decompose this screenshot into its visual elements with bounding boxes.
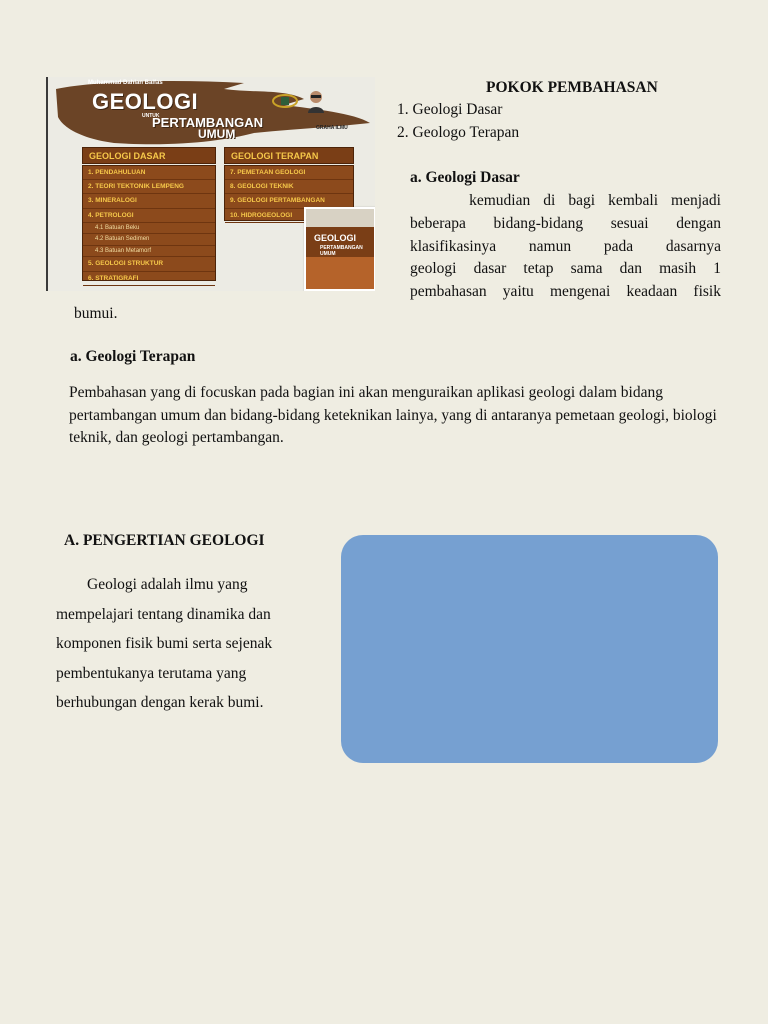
list-item: 9. GEOLOGI PERTAMBANGAN xyxy=(225,194,353,208)
publisher-name: GRAHA ILMU xyxy=(316,125,348,131)
pokok-pembahasan-title: POKOK PEMBAHASAN xyxy=(486,79,658,96)
geologi-dasar-paragraph xyxy=(410,190,721,304)
book-title-connector: UNTUK xyxy=(142,113,160,119)
book-cover-band xyxy=(306,209,374,227)
author-name: Muhammad Dahlan Balfas xyxy=(88,80,163,86)
book-subtitle-line1: PERTAMBANGAN xyxy=(152,115,263,130)
book-infographic-image xyxy=(46,77,375,291)
paragraph-line: klasifikasinya namun pada dasarnya xyxy=(410,237,721,255)
paragraph-line: beberapa bidang-bidang sesuai dengan xyxy=(410,214,721,232)
paragraph-line: berhubungan dengan kerak bumi. xyxy=(56,694,264,711)
column-header-geologi-dasar: GEOLOGI DASAR xyxy=(82,147,216,164)
list-item: 1. PENDAHULUAN xyxy=(83,166,215,180)
geologi-dasar-heading: a. Geologi Dasar xyxy=(410,169,520,186)
blue-rounded-box xyxy=(341,535,718,763)
list-item: 2. TEORI TEKTONIK LEMPENG xyxy=(83,180,215,194)
paragraph-line: pembentukanya terutama yang xyxy=(56,664,247,682)
geologi-dasar-paragraph-end: bumui. xyxy=(74,305,118,322)
book-subtitle-line2: UMUM xyxy=(198,127,236,141)
pengertian-geologi-paragraph xyxy=(56,576,326,724)
paragraph-line: mempelajari tentang dinamika dan xyxy=(56,605,271,623)
paragraph-line: kemudian di bagi kembali menjadi xyxy=(430,192,721,209)
pengertian-geologi-heading: A. PENGERTIAN GEOLOGI xyxy=(64,532,265,549)
paragraph-line: pembahasan yaitu mengenai keadaan fisik xyxy=(410,283,721,301)
column-header-geologi-terapan: GEOLOGI TERAPAN xyxy=(224,147,354,164)
geologi-terapan-heading: a. Geologi Terapan xyxy=(70,348,196,365)
paragraph-line: komponen fisik bumi serta sejenak xyxy=(56,635,273,652)
geologi-terapan-paragraph: Pembahasan yang di focuskan pada bagian ini akan menguraikan aplikasi geologi dalam bidang pertambangan umum dan bidang-bidang keteknikan lainya, yang di antaranya pemetaan geologi, biologi teknik, dan geologi pertambangan. xyxy=(69,384,717,446)
author-photo-icon xyxy=(306,89,326,113)
list-subitem: 4.1 Batuan Beku xyxy=(83,223,215,235)
paragraph-line: geologi dasar tetap sama dan masih 1 xyxy=(410,260,721,278)
publisher-logo-icon xyxy=(270,91,300,111)
book-title: GEOLOGI xyxy=(92,89,199,114)
book-cover-rock-image xyxy=(306,257,374,289)
list-item: 8. GEOLOGI TEKNIK xyxy=(225,180,353,194)
book-cover-subtitle: PERTAMBANGAN UMUM xyxy=(320,245,363,257)
geologi-dasar-list xyxy=(82,165,216,281)
list-subitem: 4.2 Batuan Sedimen xyxy=(83,234,215,246)
pokok-item-2: 2. Geologo Terapan xyxy=(397,124,520,141)
list-item: 3. MINERALOGI xyxy=(83,194,215,208)
pokok-item-1: 1. Geologi Dasar xyxy=(397,101,503,118)
paragraph-line: Geologi adalah ilmu yang xyxy=(56,576,248,593)
list-item: 10. HIDROGEOLOGI xyxy=(225,209,353,223)
list-item: 5. GEOLOGI STRUKTUR xyxy=(83,257,215,271)
list-subitem: 4.3 Batuan Metamorf xyxy=(83,246,215,258)
list-item: 6. STRATIGRAFI xyxy=(83,272,215,286)
list-item: 7. PEMETAAN GEOLOGI xyxy=(225,166,353,180)
book-cover-title: GEOLOGI xyxy=(314,233,357,243)
list-item: 4. PETROLOGI xyxy=(83,209,215,223)
book-cover-thumbnail xyxy=(304,207,375,291)
